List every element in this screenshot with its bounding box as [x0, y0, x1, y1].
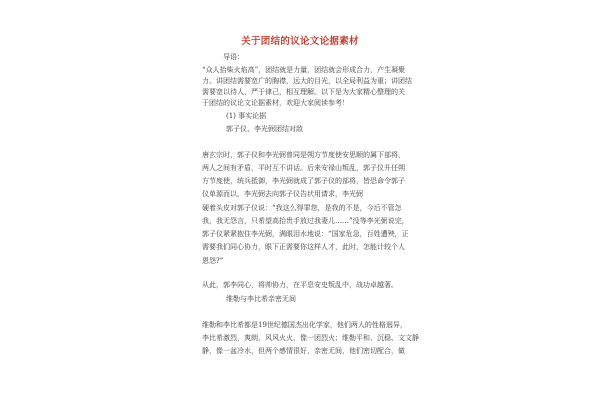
example-line: 需要我们同心协力，眼下正需要你这样人才，此时，怎能计较个人	[202, 243, 405, 251]
example-line: 恩怨?”	[202, 257, 224, 265]
example-line: 李比希激烈，爽朗，风风火火，像一团烈火；维勒平和、沉稳、文文静	[202, 334, 419, 342]
example-line: 两人之间有矛盾，平时互不讲话。后来安禄山叛乱，郭子仪升任朔	[202, 164, 405, 172]
example-line: 仪单源而以，李光弼去向郭子仪告状用请求，李光弼	[202, 190, 363, 198]
example-line: 唐玄宗时，郭子仪和李光弼曾同是朔方节度使安思顺的属下部将，	[202, 151, 405, 159]
example-title: 郭子仪、李光弼团结对敌	[226, 125, 303, 133]
example-line: 静，像一盆冷水，但两个感情很好，亲密无间，他们密切配合，做	[202, 347, 405, 355]
example-line: 我，我无怨言，只希望高抬贵手放过我妻儿……”没等李光弼说完，	[202, 217, 409, 225]
example-title: 维勒与李比希亲密无间	[226, 295, 296, 303]
intro-line: “众人拾柴火焰高”，团结就是力量，团结就会形成合力，产生凝聚	[202, 66, 406, 74]
conclusion-line: 从此，郭李同心，将帅协力，在平息安史叛乱中，战功卓越著。	[202, 281, 398, 289]
section-heading: (1) 事实论据	[226, 112, 267, 120]
intro-label: 导语：	[223, 53, 244, 61]
example-line: 郭子仪紧紧抱住李光弼，满眼泪水地说：“国家危急，百姓遭殃，正	[202, 230, 409, 238]
intro-line: 力。讲团结需要宽广的胸襟，远大的目光，以全局利益为重；讲团结	[202, 77, 412, 85]
example-line: 方节度使，统兵抵御，李光弼就成了郭子仪的部将，皆恐命令郭子	[202, 177, 405, 185]
example-line: 维勒和李比希都是19世纪德国杰出化学家，他们两人的性格迥异，	[202, 321, 407, 329]
document-title: 关于团结的议论文论据素材	[241, 36, 359, 47]
example-line: 硬着头皮对郭子仪说：“我这么得罪您，是我的不是，今后不管怎	[202, 204, 402, 212]
intro-line: 需要宽以待人，严于律己，相互理解。以下是为大家精心整理的关	[202, 88, 405, 96]
intro-line: 于团结的议论文论据素材，欢迎大家阅读参考！	[202, 99, 349, 107]
